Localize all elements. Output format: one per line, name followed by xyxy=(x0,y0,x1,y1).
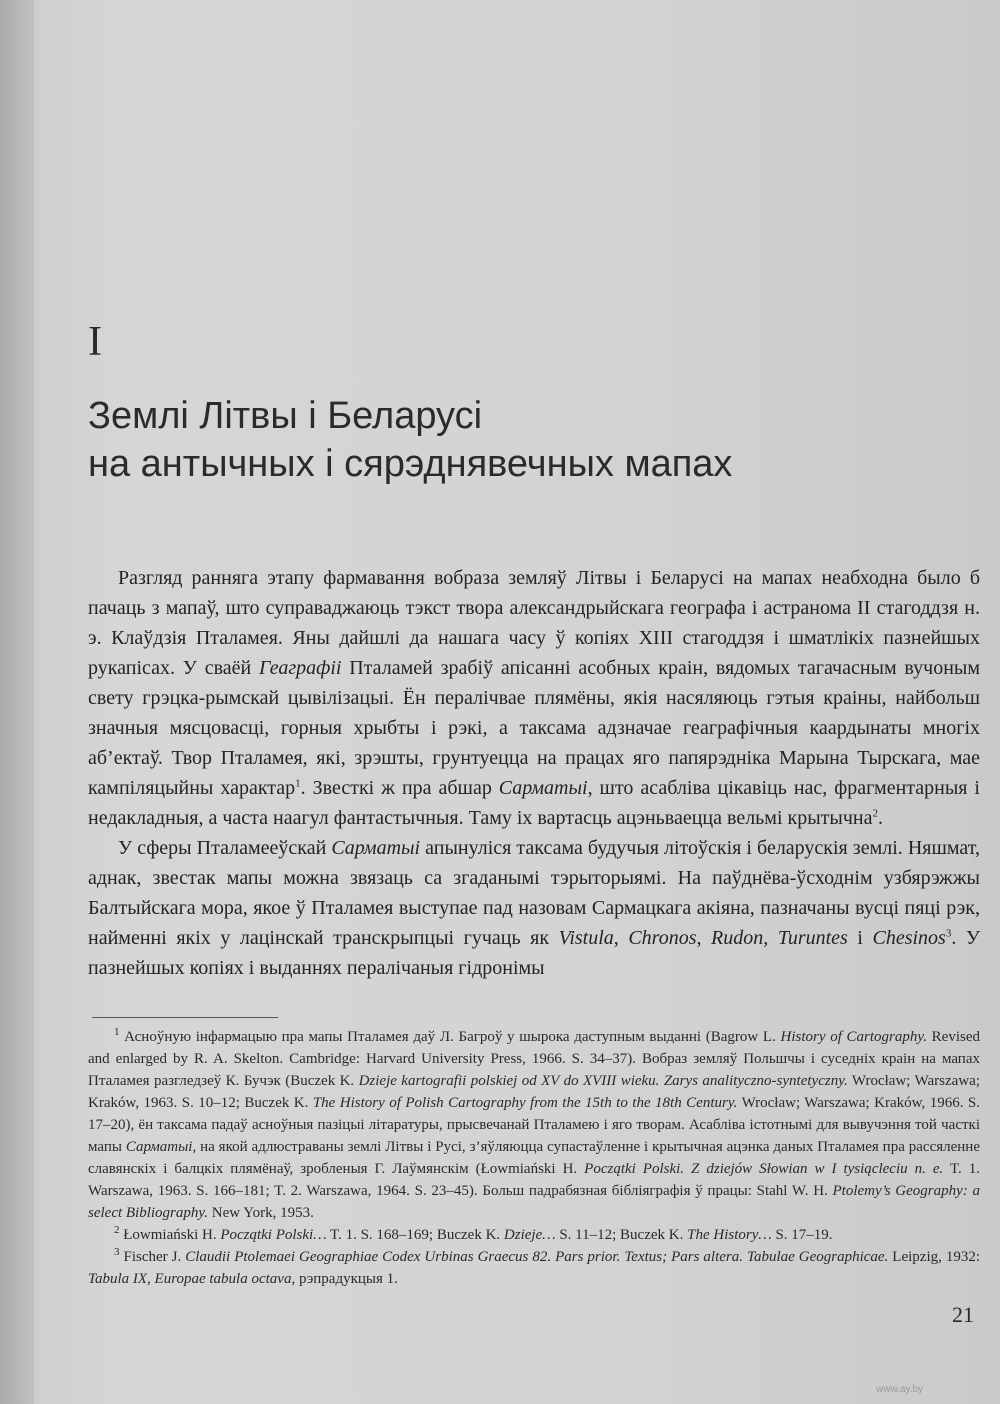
text-run: New York, 1953. xyxy=(207,1205,314,1221)
footnote-marker: 3 xyxy=(114,1246,120,1258)
text-run: T. 1. S. 168–169; Buczek K. xyxy=(326,1227,504,1243)
text-run: Разгляд ранняга этапу фармавання вобраза земляў Літвы і Беларусі на мапах неабходна было б пачаць з мапаў, што суправаджаюць тэкст твора александрыйскага географа і астранома II стагоддзя н. э. Клаўдзія Пталамея. Яны дайшлі да нашага часу ў копіях XIII стагоддзя і шматлікіх пазнейшых рукапісах. У сваёй xyxy=(88,567,980,679)
chapter-title-line-2: на антычных і сярэднявечных мапах xyxy=(88,443,733,485)
text-run: Revised and enlarged by R. A. Skelton. Cambridge: Harvard University Press, 1966. S. 34–37). Вобраз земляў Польшчы і суседніх краін на мапах Пталамея разгледзеў К. Бучэк (Buczek K. xyxy=(88,1029,980,1089)
italic-text: Dzieje kartografii polskiej od XV do XVIII wieku. Zarys analityczno-syntetyczny. xyxy=(358,1073,848,1089)
text-run: , xyxy=(696,927,712,949)
paragraph xyxy=(88,833,980,983)
show-through-text xyxy=(88,70,978,94)
text-run: , xyxy=(613,927,629,949)
italic-text: Сарматыі xyxy=(498,777,588,799)
italic-text: Сарматыі xyxy=(125,1139,193,1155)
footnote-marker: 2 xyxy=(872,807,878,820)
italic-text: Сарматыі xyxy=(331,837,421,859)
text-run: Wrocław; Warszawa; Kraków, 1963. S. 10–12; Buczek K. xyxy=(88,1073,980,1111)
text-run: Łowmiański H. xyxy=(119,1227,221,1243)
footnotes xyxy=(88,1026,980,1290)
text-run: , што асабліва цікавіць нас, фрагментарныя і недакладныя, а часта наагул фантастычныя. Таму іх вартасць ацэньваецца вельмі крытычна xyxy=(88,777,980,829)
text-run: T. 1. Warszawa, 1963. S. 166–181; T. 2. Warszawa, 1964. S. 23–45). Больш падрабязная бібліяграфія ў працы: Stahl W. H. xyxy=(88,1161,981,1199)
italic-text: Początki Polski. Z dziejów Słowian w I tysiącleciu n. e. xyxy=(584,1161,944,1177)
text-run: Пталамей зрабіў апісанні асобных краін, вядомых тагачасным вучоным свету грэцка-рымскай цывілізацыі. Ён пералічвае плямёны, якія насяляюць гэтыя краіны, найбольш значныя мясцовасці, горныя хрыбты і рэкі, а таксама адзначае геаграфічныя каардынаты многіх аб’ектаў. Твор Пталамея, які, зрэшты, грунтуецца на працах яго папярэдніка Марына Тырскага, мае кампіляцыйны характар xyxy=(88,657,980,799)
text-run: , xyxy=(763,927,778,949)
italic-text: The History of Polish Cartography from the 15th to the 18th Century. xyxy=(312,1095,738,1111)
text-run: S. 11–12; Buczek K. xyxy=(555,1227,688,1243)
text-run: , на якой адлюстраваны землі Літвы і Русі, з’яўляюцца супастаўленне і крытычная ацэнка даных Пталамея пра рассяленне славянскіх і балцкіх плямёнаў, зробленыя Г. Лаўмянскім (Łowmiański H. xyxy=(88,1139,980,1177)
text-run: апынуліся таксама будучыя літоўскія і беларускія землі. Няшмат, аднак, звестак мапы можна звязаць са згаданымі тэрыторыямі. На паўднёва-ўсходнім узбярэжжы Балтыйскага мора, якое ў Пталамея выступае пад назовам Сармацкага акіяна, пазначаны вусці пяці рэк, найменні якіх у лацінскай транскрыпцыі гучаць як xyxy=(88,837,980,949)
text-run: S. 17–19. xyxy=(771,1227,833,1243)
italic-text: Rudon xyxy=(711,927,764,949)
footnote xyxy=(88,1246,980,1290)
text-run: Leipzig, 1932: xyxy=(888,1249,981,1265)
italic-text: Геаграфіі xyxy=(258,657,342,679)
chapter-number: I xyxy=(88,319,102,365)
italic-text: Claudii Ptolemaei Geographiae Codex Urbinas Graecus 82. Pars prior. Textus; Pars altera. Tabulae Geographicae. xyxy=(185,1249,889,1265)
watermark: www.ay.by xyxy=(876,1384,924,1395)
footnote-marker: 2 xyxy=(114,1224,120,1236)
italic-text: The History… xyxy=(687,1227,772,1243)
chapter-title-line-1: Землі Літвы і Беларусі xyxy=(88,395,483,437)
italic-text: Chronos xyxy=(628,927,697,949)
text-run: . xyxy=(877,807,883,829)
footnote-marker: 3 xyxy=(945,927,952,940)
italic-text: Ptolemy’s Geography: a select Bibliography. xyxy=(88,1183,980,1221)
italic-text: Początki Polski… xyxy=(220,1227,327,1243)
italic-text: Dzieje… xyxy=(503,1227,556,1243)
footnote xyxy=(88,1026,980,1224)
book-gutter xyxy=(0,0,34,1404)
italic-text: Vistula xyxy=(558,927,614,949)
paragraph xyxy=(88,563,980,833)
body-text xyxy=(88,563,980,983)
text-run: . Звесткі ж пра абшар xyxy=(300,777,499,799)
text-run: Wrocław; Warszawa; Kraków, 1966. S. 17–20), ён таксама падаў асноўныя пазіцыі літаратуры, прысвечанай Пталамею і яго творам. Асабліва істотнымі для вывучэння той часткі мапы xyxy=(88,1095,980,1155)
page-number: 21 xyxy=(952,1302,974,1327)
text-run: У сферы Пталамееўскай xyxy=(118,837,332,859)
footnote xyxy=(88,1224,980,1246)
text-run: Fischer J. xyxy=(119,1249,186,1265)
text-run: і xyxy=(847,927,873,949)
chapter-title xyxy=(88,392,968,488)
italic-text: History of Cartography. xyxy=(780,1029,927,1045)
text-run: . У пазнейшых копіях і выданнях пералічаныя гідронімы xyxy=(88,927,981,979)
italic-text: Chesinos xyxy=(872,927,946,949)
footnote-separator xyxy=(92,1017,278,1018)
italic-text: Tabula IX, Europae tabula octava xyxy=(88,1271,292,1287)
text-run: , рэпрадукцыя 1. xyxy=(291,1271,398,1287)
italic-text: Turuntes xyxy=(777,927,848,949)
footnote-marker: 1 xyxy=(114,1026,120,1038)
footnote-marker: 1 xyxy=(295,777,301,790)
text-run: Асноўную інфармацыю пра мапы Пталамея даў Л. Багроў у шырока даступным выданні (Bagrow L. xyxy=(119,1029,781,1045)
